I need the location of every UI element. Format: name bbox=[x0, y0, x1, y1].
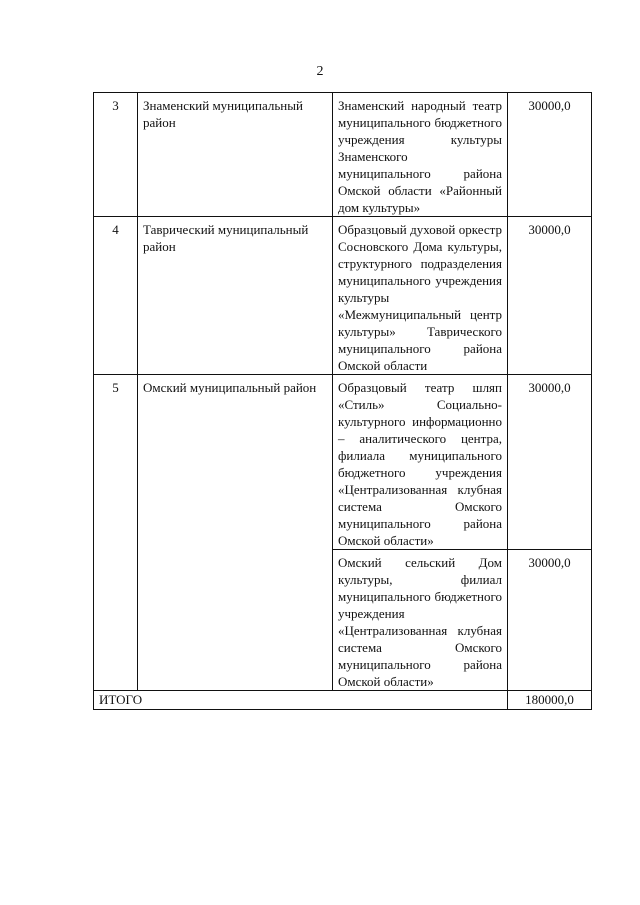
amount-value: 30000,0 bbox=[508, 93, 592, 217]
total-amount: 180000,0 bbox=[508, 691, 592, 710]
amount-value: 30000,0 bbox=[508, 375, 592, 550]
organization-name: Знаменский народный театр муниципального бюджетного учреждения культуры Знаменского муниципального района Омской области «Районный дом культуры» bbox=[333, 93, 508, 217]
organization-name: Образцовый духовой оркестр Сосновского Дома культуры, структурного подразделения муниципального учреждения культуры «Межмуниципальный центр культуры» Таврического муниципального района Омской области bbox=[333, 217, 508, 375]
amount-value: 30000,0 bbox=[508, 217, 592, 375]
organization-name: Омский сельский Дом культуры, филиал муниципального бюджетного учреждения «Централизованная клубная система Омского муниципального района Омской области» bbox=[333, 550, 508, 691]
page-number: 2 bbox=[316, 64, 324, 79]
table-row bbox=[94, 217, 592, 375]
total-label: ИТОГО bbox=[94, 691, 508, 710]
district-name: Знаменский муниципальный район bbox=[138, 93, 333, 217]
row-number: 5 bbox=[94, 375, 138, 691]
grants-table bbox=[93, 92, 592, 710]
table-row bbox=[94, 375, 592, 550]
total-row bbox=[94, 691, 592, 710]
district-name: Омский муниципальный район bbox=[138, 375, 333, 691]
district-name: Таврический муниципальный район bbox=[138, 217, 333, 375]
row-number: 4 bbox=[94, 217, 138, 375]
table-row bbox=[94, 93, 592, 217]
amount-value: 30000,0 bbox=[508, 550, 592, 691]
row-number: 3 bbox=[94, 93, 138, 217]
organization-name: Образцовый театр шляп «Стиль» Социально-культурного информационно – аналитического центра, филиала муниципального бюджетного учреждения «Централизованная клубная система Омского муниципального района Омской области» bbox=[333, 375, 508, 550]
